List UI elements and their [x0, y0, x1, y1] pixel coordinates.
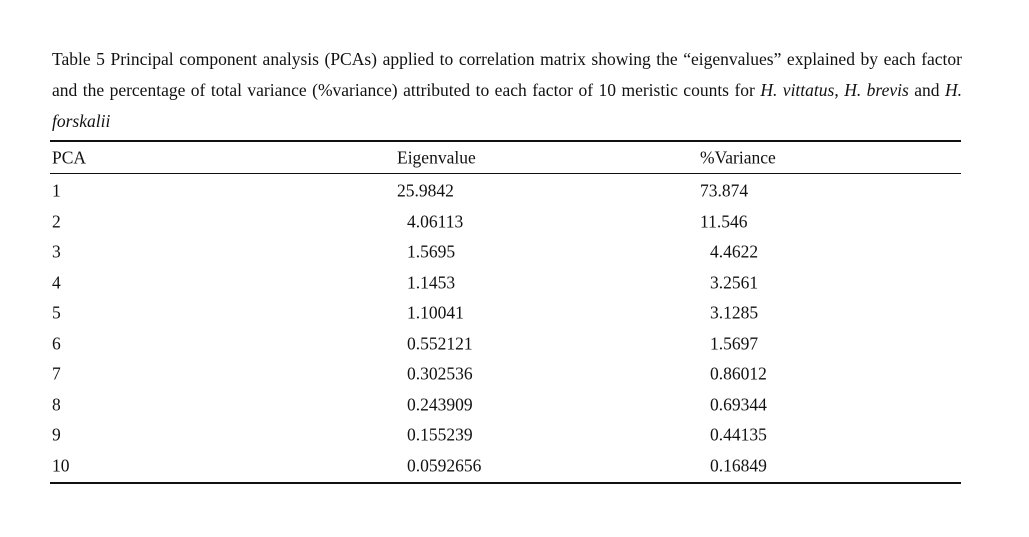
cell-pca: 6 [52, 333, 61, 354]
caption-separator: and [908, 80, 945, 100]
cell-variance: 0.16849 [710, 455, 767, 476]
table-caption [52, 44, 962, 137]
table-row [50, 176, 961, 207]
cell-variance: 3.1285 [710, 302, 759, 323]
header-variance: %Variance [700, 147, 776, 167]
cell-pca: 8 [52, 394, 61, 415]
table-row [50, 420, 961, 451]
header-eigenvalue: Eigenvalue [397, 147, 476, 167]
cell-eigenvalue: 1.10041 [407, 302, 464, 323]
cell-variance: 0.44135 [710, 424, 767, 445]
table-row [50, 268, 961, 299]
cell-variance: 11.546 [700, 211, 748, 232]
table-row [50, 207, 961, 238]
cell-eigenvalue: 0.243909 [407, 394, 473, 415]
cell-variance: 3.2561 [710, 272, 759, 293]
cell-pca: 4 [52, 272, 61, 293]
cell-eigenvalue: 0.155239 [407, 424, 473, 445]
table-row [50, 390, 961, 421]
table-row [50, 359, 961, 390]
cell-variance: 1.5697 [710, 333, 759, 354]
header-pca: PCA [52, 147, 87, 167]
cell-pca: 1 [52, 180, 61, 201]
cell-pca: 5 [52, 302, 61, 323]
cell-pca: 9 [52, 424, 61, 445]
cell-variance: 73.874 [700, 180, 749, 201]
cell-pca: 2 [52, 211, 61, 232]
cell-eigenvalue: 0.0592656 [407, 455, 482, 476]
table-row [50, 298, 961, 329]
table-header-row [50, 142, 961, 173]
cell-pca: 3 [52, 241, 61, 262]
cell-eigenvalue: 0.552121 [407, 333, 473, 354]
cell-eigenvalue: 0.302536 [407, 363, 473, 384]
cell-eigenvalue: 1.1453 [407, 272, 456, 293]
species-name-forskalii: H. forskalii [52, 80, 962, 131]
cell-eigenvalue: 4.06113 [407, 211, 464, 232]
cell-variance: 0.69344 [710, 394, 767, 415]
caption-separator: , [834, 80, 845, 100]
cell-pca: 10 [52, 455, 70, 476]
pca-table [50, 140, 961, 484]
caption-text: Table 5 Principal component analysis (PCAs) applied to correlation matrix showing the “eigenvalues” explained by each factor and the percentage of total variance (%variance) attributed to each factor of 10 meristic counts for [52, 49, 962, 100]
species-name-brevis: H. brevis [844, 80, 909, 100]
table-row [50, 329, 961, 360]
table-row [50, 451, 961, 482]
cell-eigenvalue: 25.9842 [397, 180, 454, 201]
cell-variance: 4.4622 [710, 241, 759, 262]
cell-eigenvalue: 1.5695 [407, 241, 456, 262]
table-bottom-rule [50, 482, 961, 484]
species-name-vittatus: H. vittatus [760, 80, 835, 100]
table-row [50, 237, 961, 268]
cell-pca: 7 [52, 363, 61, 384]
cell-variance: 0.86012 [710, 363, 767, 384]
table-body [50, 174, 961, 482]
